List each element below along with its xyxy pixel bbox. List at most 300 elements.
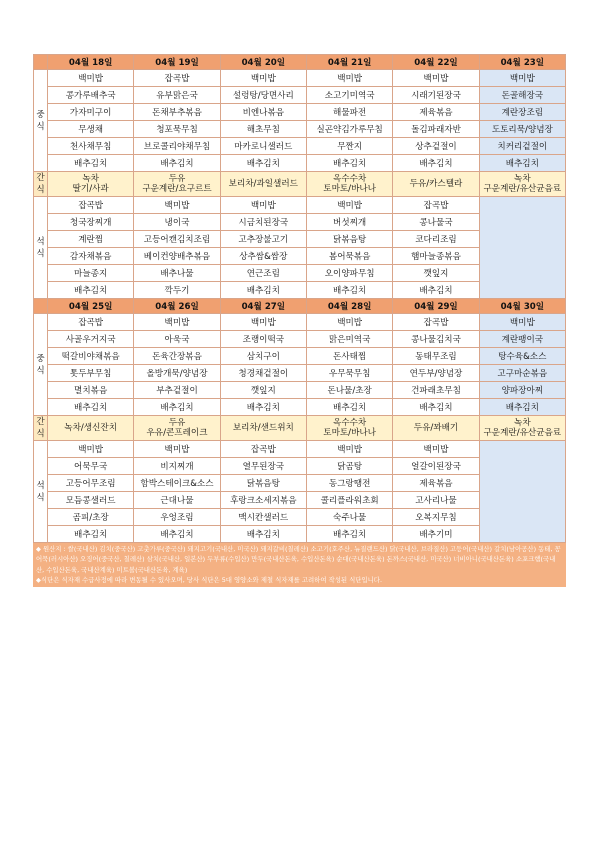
- menu-item: [220, 365, 306, 382]
- menu-item: [306, 492, 392, 509]
- date-label: 04월 18일: [68, 58, 113, 68]
- menu-item-text: 깻잎지: [250, 386, 276, 396]
- lunch-row: [34, 348, 566, 365]
- date-header: [306, 55, 392, 70]
- snack-line-1: 두유/카스텔라: [409, 179, 463, 189]
- menu-item-text: 맑은미역국: [328, 335, 371, 345]
- menu-item: [134, 509, 220, 526]
- menu-item-text: 백미밥: [78, 74, 104, 84]
- menu-item-text: 얼갈이된장국: [411, 462, 461, 472]
- snack-item: [393, 416, 479, 441]
- snack-line-1: 보리차/과일샐러드: [228, 179, 298, 189]
- menu-item-text: 잡곡밥: [423, 201, 449, 211]
- menu-item-text: 치커리겉절이: [497, 142, 548, 152]
- menu-item: [306, 282, 392, 299]
- menu-item-text: 백미밥: [164, 445, 190, 455]
- menu-item: [220, 138, 306, 155]
- menu-item: [306, 197, 392, 214]
- menu-item: [393, 70, 479, 87]
- snack-line-2: 딸기/사과: [72, 184, 109, 194]
- date-header: [134, 299, 220, 314]
- snack-line-1: 녹차: [82, 174, 99, 184]
- menu-item-text: 백미밥: [250, 318, 276, 328]
- lunch-row: [34, 155, 566, 172]
- menu-change-note: ◆식단은 식자재 수급사정에 따라 변동될 수 있사오며, 당사 식단은 5대 영양소와 제철 식자재를 고려하여 작성된 식단입니다.: [36, 576, 383, 585]
- menu-item-text: 잡곡밥: [78, 201, 104, 211]
- menu-item-text: 백미밥: [164, 201, 190, 211]
- menu-item-text: 백미밥: [337, 445, 363, 455]
- menu-item-text: 근대나물: [160, 496, 194, 506]
- meal-plan-table: [33, 54, 566, 543]
- menu-item-text: 탕수육&소스: [498, 352, 547, 362]
- menu-item-text: 제육볶음: [419, 108, 453, 118]
- snack-label: [34, 172, 48, 197]
- menu-item: [306, 331, 392, 348]
- menu-item: [479, 382, 565, 399]
- menu-item-text: 돈채부추볶음: [152, 108, 202, 118]
- saturday-blank: [479, 441, 565, 543]
- menu-item-text: 소고기미역국: [324, 91, 375, 101]
- snack-line-1: 녹차/생신잔치: [64, 423, 118, 433]
- snack-line-2: 구운계란/유산균음료: [483, 428, 562, 438]
- menu-item: [393, 458, 479, 475]
- snack-item: [220, 172, 306, 197]
- menu-item: [48, 214, 134, 231]
- menu-item-text: 배추나물: [160, 269, 194, 279]
- menu-item: [134, 138, 220, 155]
- menu-item: [48, 155, 134, 172]
- menu-item-text: 배추김치: [419, 403, 453, 413]
- menu-item-text: 닭볶음탕: [246, 479, 280, 489]
- menu-item: [393, 492, 479, 509]
- menu-item: [134, 248, 220, 265]
- menu-item-text: 백미밥: [337, 74, 363, 84]
- menu-item: [306, 348, 392, 365]
- menu-item: [220, 231, 306, 248]
- menu-item-text: 상추겉절이: [415, 142, 457, 152]
- menu-item-text: 곰피/초장: [72, 513, 109, 523]
- menu-item: [220, 331, 306, 348]
- menu-item: [48, 382, 134, 399]
- menu-item-text: 배추김치: [419, 159, 453, 169]
- menu-item: [220, 492, 306, 509]
- menu-item-text: 배추김치: [333, 403, 367, 413]
- date-header: [393, 299, 479, 314]
- meal-plan-body: [34, 55, 566, 543]
- menu-item: [48, 441, 134, 458]
- menu-item-text: 돈골해장국: [501, 91, 544, 101]
- snack-item: [306, 172, 392, 197]
- menu-item-text: 배추김치: [160, 530, 194, 540]
- snack-row: [34, 416, 566, 441]
- menu-item-text: 콩가루배추국: [65, 91, 116, 101]
- snack-item: [479, 416, 565, 441]
- menu-item-text: 잡곡밥: [423, 318, 449, 328]
- lunch-row: [34, 138, 566, 155]
- menu-item: [479, 138, 565, 155]
- menu-item: [393, 248, 479, 265]
- menu-item-text: 배추기미: [419, 530, 453, 540]
- snack-item: [479, 172, 565, 197]
- date-label: 04월 23일: [500, 58, 545, 68]
- menu-item-text: 돈나물/초장: [327, 386, 372, 396]
- menu-item-text: 오이양파무침: [324, 269, 375, 279]
- menu-item-text: 햄마늘종볶음: [411, 252, 461, 262]
- menu-item: [134, 314, 220, 331]
- menu-item: [48, 526, 134, 543]
- saturday-blank: [479, 197, 565, 299]
- menu-item-text: 후랑크소세지볶음: [230, 496, 297, 506]
- menu-item: [393, 399, 479, 416]
- date-header: [306, 299, 392, 314]
- menu-item: [220, 441, 306, 458]
- menu-item: [220, 104, 306, 121]
- menu-item: [393, 282, 479, 299]
- menu-item: [393, 231, 479, 248]
- date-header: [220, 299, 306, 314]
- week1-date-header: [34, 55, 566, 70]
- menu-item: [393, 265, 479, 282]
- lunch-row: [34, 382, 566, 399]
- menu-item-text: 고등어무조림: [65, 479, 116, 489]
- menu-item-text: 청국장찌개: [69, 218, 112, 228]
- menu-item-text: 건파래초무침: [411, 386, 461, 396]
- menu-item: [48, 248, 134, 265]
- menu-item-text: 배추김치: [160, 159, 194, 169]
- lunch-row: [34, 399, 566, 416]
- date-header: [479, 299, 565, 314]
- dinner-row: [34, 197, 566, 214]
- menu-item-text: 배추김치: [246, 286, 280, 296]
- menu-item: [134, 70, 220, 87]
- menu-item: [48, 509, 134, 526]
- menu-item: [220, 509, 306, 526]
- menu-item: [479, 348, 565, 365]
- date-header: [48, 55, 134, 70]
- menu-item-text: 돈육간장볶음: [152, 352, 202, 362]
- menu-item: [48, 231, 134, 248]
- date-label: 04월 20일: [241, 58, 286, 68]
- menu-item: [393, 331, 479, 348]
- snack-row: [34, 172, 566, 197]
- date-header: [479, 55, 565, 70]
- menu-item-text: 잡곡밥: [78, 318, 104, 328]
- menu-item: [306, 526, 392, 543]
- date-header: [393, 55, 479, 70]
- origin-note: ◆ 원산지 : 쌀(국내산) 김치(중국산) 고춧가루(중국산) 돼지고기(국내산, 미국산) 돼지갈비(칠레산) 소고기(호주산, 뉴질랜드산) 닭(국내산, 브라질산) 고등어(국내산) 갈치(남아공산) 동태, 꽁어묵(러시아산) 오징어(중국산, 칠레산) 삼치(국내산, 일본산) 두부류(수입산) 만두(국내산돈육, 수입산돈육) 순대(국내산돈육) 돈까스(국내산, 미국산) 너비아니(국내산돈육) 소포크햄(국내산, 수입산돈육, 국내산계육) 미트볼(국내산돈육, 계육): [36, 545, 561, 574]
- menu-item: [306, 509, 392, 526]
- snack-item: [48, 172, 134, 197]
- snack-item: [48, 416, 134, 441]
- menu-item-text: 상추쌈&쌈장: [239, 252, 288, 262]
- date-header: [134, 55, 220, 70]
- menu-item-text: 아욱국: [164, 335, 190, 345]
- menu-item-text: 천사채무침: [69, 142, 112, 152]
- menu-item-text: 배추김치: [333, 286, 367, 296]
- menu-item-text: 감자채볶음: [69, 252, 112, 262]
- menu-item-text: 닭볶음탕: [333, 235, 367, 245]
- menu-item-text: 시래기된장국: [411, 91, 461, 101]
- week2-date-header: [34, 299, 566, 314]
- menu-item-text: 배추김치: [246, 403, 280, 413]
- menu-item: [306, 399, 392, 416]
- menu-item: [134, 475, 220, 492]
- menu-item-text: 설렁탕/당면사리: [232, 91, 294, 101]
- menu-item: [393, 526, 479, 543]
- lunch-label-text: 중 식: [36, 353, 45, 376]
- menu-item-text: 양파장아찌: [501, 386, 544, 396]
- snack-line-1: 옥수수차: [333, 174, 367, 184]
- menu-item: [220, 155, 306, 172]
- menu-item-text: 돈사태찜: [333, 352, 367, 362]
- menu-item-text: 우무묵무침: [328, 369, 371, 379]
- corner-cell: [34, 299, 48, 314]
- menu-item-text: 배추김치: [333, 530, 367, 540]
- menu-item: [393, 214, 479, 231]
- menu-item-text: 콩나물김치국: [411, 335, 461, 345]
- menu-item-text: 함박스테이크&소스: [140, 479, 214, 489]
- menu-item-text: 비엔나볶음: [242, 108, 285, 118]
- menu-item-text: 배추김치: [74, 403, 108, 413]
- menu-item-text: 열무된장국: [242, 462, 285, 472]
- menu-item-text: 계란찜: [78, 235, 104, 245]
- menu-item-text: 배추김치: [419, 286, 453, 296]
- menu-item-text: 도토리묵/양념장: [491, 125, 553, 135]
- menu-item: [393, 348, 479, 365]
- menu-item: [479, 331, 565, 348]
- snack-line-1: 옥수수차: [333, 418, 367, 428]
- menu-item-text: 계란팽이국: [501, 335, 544, 345]
- menu-item: [479, 104, 565, 121]
- menu-item-text: 연근조림: [246, 269, 280, 279]
- snack-item: [134, 172, 220, 197]
- menu-item-text: 어묵무국: [74, 462, 108, 472]
- menu-item-text: 콩나물국: [419, 218, 453, 228]
- menu-item: [220, 248, 306, 265]
- menu-item-text: 연두부/양념장: [409, 369, 463, 379]
- date-label: 04월 22일: [414, 58, 458, 68]
- menu-item-text: 제육볶음: [419, 479, 453, 489]
- menu-item: [393, 365, 479, 382]
- menu-item-text: 조랭이떡국: [242, 335, 285, 345]
- lunch-label-text: 중 식: [36, 109, 45, 132]
- menu-item: [48, 87, 134, 104]
- menu-item: [306, 155, 392, 172]
- notes-box: [33, 543, 566, 587]
- menu-item-text: 청포묵무침: [156, 125, 198, 135]
- menu-item-text: 배추김치: [74, 530, 108, 540]
- menu-item: [134, 382, 220, 399]
- menu-item-text: 시금치된장국: [238, 218, 289, 228]
- menu-item-text: 비지찌개: [160, 462, 194, 472]
- menu-item: [306, 70, 392, 87]
- menu-item: [220, 214, 306, 231]
- menu-item-text: 동태무조림: [415, 352, 457, 362]
- menu-item: [393, 87, 479, 104]
- snack-line-1: 녹차: [514, 418, 531, 428]
- menu-item: [134, 265, 220, 282]
- menu-item: [220, 348, 306, 365]
- snack-line-1: 두유: [168, 174, 186, 184]
- menu-item-text: 백미밥: [78, 445, 104, 455]
- menu-item-text: 백미밥: [164, 318, 190, 328]
- date-label: 04월 30일: [500, 302, 545, 312]
- dinner-label-text: 석 식: [36, 480, 45, 503]
- date-label: 04월 25일: [68, 302, 113, 312]
- snack-line-2: 구운계란/요구르트: [142, 184, 212, 194]
- menu-item-text: 고등어캔김치조림: [143, 235, 211, 245]
- menu-item: [306, 214, 392, 231]
- menu-item-text: 멸치볶음: [74, 386, 108, 396]
- menu-item: [306, 458, 392, 475]
- menu-item-text: 백미밥: [509, 74, 535, 84]
- menu-item-text: 백미밥: [337, 318, 363, 328]
- lunch-row: [34, 121, 566, 138]
- menu-item-text: 브로콜리야채무침: [143, 142, 211, 152]
- snack-line-2: 구운계란/유산균음료: [483, 184, 562, 194]
- menu-item: [393, 509, 479, 526]
- menu-item: [48, 265, 134, 282]
- lunch-label: [34, 314, 48, 416]
- menu-item: [479, 70, 565, 87]
- menu-item-text: 냉이국: [164, 218, 190, 228]
- menu-item-text: 실곤약김가루무침: [316, 125, 383, 135]
- menu-item: [134, 526, 220, 543]
- menu-item: [220, 314, 306, 331]
- menu-item-text: 사골우거지국: [65, 335, 116, 345]
- snack-item: [134, 416, 220, 441]
- menu-item: [48, 282, 134, 299]
- menu-item: [134, 365, 220, 382]
- menu-item: [306, 475, 392, 492]
- menu-item-text: 해물파전: [333, 108, 367, 118]
- menu-item-text: 마카로니샐러드: [234, 142, 293, 152]
- dinner-row: [34, 441, 566, 458]
- menu-item: [220, 282, 306, 299]
- menu-item: [220, 458, 306, 475]
- menu-item: [393, 121, 479, 138]
- menu-item-text: 무짠지: [337, 142, 363, 152]
- lunch-row: [34, 331, 566, 348]
- menu-item: [306, 104, 392, 121]
- menu-item: [479, 155, 565, 172]
- menu-item: [48, 458, 134, 475]
- menu-item-text: 해초무침: [246, 125, 280, 135]
- menu-item: [393, 155, 479, 172]
- dinner-label: [34, 197, 48, 299]
- menu-item-text: 올방개묵/양념장: [146, 369, 208, 379]
- menu-item-text: 깻잎지: [423, 269, 449, 279]
- snack-item: [220, 416, 306, 441]
- menu-item-text: 우엉조림: [160, 513, 194, 523]
- menu-item: [134, 87, 220, 104]
- menu-item-text: 배추김치: [505, 159, 539, 169]
- menu-item-text: 삼치구이: [246, 352, 280, 362]
- menu-item-text: 배추김치: [246, 530, 280, 540]
- snack-line-1: 녹차: [514, 174, 531, 184]
- menu-item-text: 베이컨양배추볶음: [143, 252, 211, 262]
- menu-item: [134, 155, 220, 172]
- menu-item-text: 톳두부무침: [69, 369, 112, 379]
- menu-item: [220, 197, 306, 214]
- menu-item: [48, 399, 134, 416]
- menu-item: [134, 399, 220, 416]
- lunch-row: [34, 314, 566, 331]
- menu-item-text: 고사리나물: [415, 496, 457, 506]
- snack-label: [34, 416, 48, 441]
- menu-item: [220, 121, 306, 138]
- menu-item: [48, 104, 134, 121]
- menu-item: [48, 197, 134, 214]
- menu-item: [134, 231, 220, 248]
- menu-item-text: 잡곡밥: [164, 74, 190, 84]
- corner-cell: [34, 55, 48, 70]
- menu-item-text: 콜리플라워초회: [320, 496, 379, 506]
- menu-item: [48, 331, 134, 348]
- menu-item: [134, 282, 220, 299]
- menu-item-text: 백미밥: [423, 445, 449, 455]
- menu-item: [306, 121, 392, 138]
- lunch-label: [34, 70, 48, 172]
- menu-item: [306, 248, 392, 265]
- menu-item-text: 부추겉절이: [156, 386, 198, 396]
- menu-item: [48, 475, 134, 492]
- menu-item: [306, 231, 392, 248]
- menu-item: [220, 265, 306, 282]
- menu-item: [48, 492, 134, 509]
- menu-item-text: 유부맑은국: [156, 91, 198, 101]
- date-label: 04월 28일: [327, 302, 372, 312]
- menu-item-text: 버섯찌개: [333, 218, 367, 228]
- snack-line-2: 토마토/바나나: [323, 428, 376, 438]
- menu-item: [306, 265, 392, 282]
- menu-item: [134, 331, 220, 348]
- menu-item: [393, 314, 479, 331]
- meal-plan-sheet: [33, 54, 566, 587]
- menu-item: [306, 138, 392, 155]
- menu-item-text: 백미밥: [423, 74, 449, 84]
- menu-item: [220, 475, 306, 492]
- menu-item-text: 맥시칸샐러드: [238, 513, 289, 523]
- menu-item-text: 가자미구이: [69, 108, 112, 118]
- menu-item: [134, 197, 220, 214]
- menu-item: [479, 314, 565, 331]
- menu-item-text: 마늘종지: [74, 269, 108, 279]
- menu-item-text: 배추김치: [74, 159, 108, 169]
- snack-line-1: 두유: [168, 418, 186, 428]
- menu-item-text: 백미밥: [337, 201, 363, 211]
- menu-item: [220, 399, 306, 416]
- menu-item: [220, 87, 306, 104]
- menu-item-text: 코다리조림: [415, 235, 457, 245]
- date-label: 04월 21일: [327, 58, 372, 68]
- menu-item: [220, 526, 306, 543]
- menu-item: [479, 87, 565, 104]
- date-header: [48, 299, 134, 314]
- menu-item-text: 떡갈비야채볶음: [61, 352, 120, 362]
- menu-item-text: 청경채겉절이: [238, 369, 289, 379]
- menu-item: [48, 121, 134, 138]
- menu-item-text: 깍두기: [164, 286, 190, 296]
- snack-line-2: 토마토/바나나: [323, 184, 376, 194]
- snack-label-text: 간 식: [36, 417, 45, 439]
- snack-item: [306, 416, 392, 441]
- menu-item: [134, 458, 220, 475]
- snack-line-1: 보리차/샌드위치: [232, 423, 294, 433]
- menu-item: [479, 121, 565, 138]
- menu-item: [134, 121, 220, 138]
- snack-item: [393, 172, 479, 197]
